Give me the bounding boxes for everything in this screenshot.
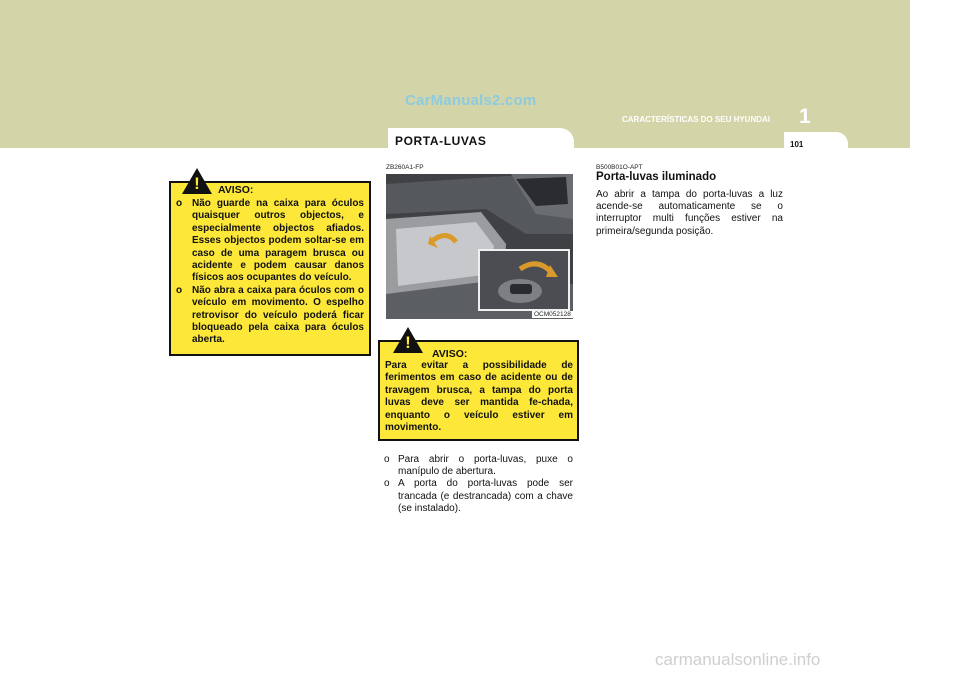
- instruction-list: [384, 454, 573, 515]
- list-item: o Não abra a caixa para óculos com o veículo em movimento. O espelho retrovisor do veículo poderá ficar bloqueado pela caixa para óculos aberta.: [176, 284, 364, 346]
- watermark-bottom[interactable]: carmanualsonline.info: [655, 650, 821, 669]
- chapter-label: CARACTERÍSTICAS DO SEU HYUNDAI: [622, 115, 771, 124]
- handle-illustration: [480, 251, 568, 309]
- page-number: 101: [790, 140, 804, 149]
- list-item: o A porta do porta-luvas pode ser trancada (e destrancada) com a chave (se instalado).: [384, 478, 573, 514]
- chapter-number: 1: [799, 105, 811, 128]
- warning-title-middle: AVISO:: [432, 348, 468, 360]
- warning-triangle-icon: !: [393, 327, 423, 353]
- section-code-middle: ZB260A1-FP: [386, 164, 424, 171]
- watermark-top[interactable]: CarManuals2.com: [405, 92, 537, 109]
- subsection-heading: Porta-luvas iluminado: [596, 171, 717, 183]
- warning-text-middle: Para evitar a possibilidade de ferimentos em caso de acidente ou de travagem brusca, a tampa do porta luvas deve ser mantida fe-chada, enquanto o veículo estiver em movimento.: [385, 360, 573, 434]
- handle-inset-photo: [478, 249, 570, 311]
- list-item: o Para abrir o porta-luvas, puxe o manípulo de abertura.: [384, 454, 573, 478]
- list-item: o Não guarde na caixa para óculos quaisquer outros objectos, e especialmente objectos afiados. Esses objectos podem soltar-se em caso de uma paragem brusca ou acidente e podem causar danos físicos aos ocupantes do veículo.: [176, 198, 364, 284]
- section-code-right: B500B01O-APT: [596, 164, 643, 171]
- image-label: OCM052128: [534, 311, 571, 318]
- subsection-text: Ao abrir a tampa do porta-luvas a luz acende-se automaticamente se o interruptor multi funções estiver na primeira/segunda posição.: [596, 189, 783, 237]
- warning-list-left: [176, 198, 364, 347]
- warning-triangle-icon: !: [182, 168, 212, 194]
- header-band: [0, 0, 910, 148]
- section-title: PORTA-LUVAS: [395, 134, 487, 148]
- warning-title-left: AVISO:: [218, 184, 254, 196]
